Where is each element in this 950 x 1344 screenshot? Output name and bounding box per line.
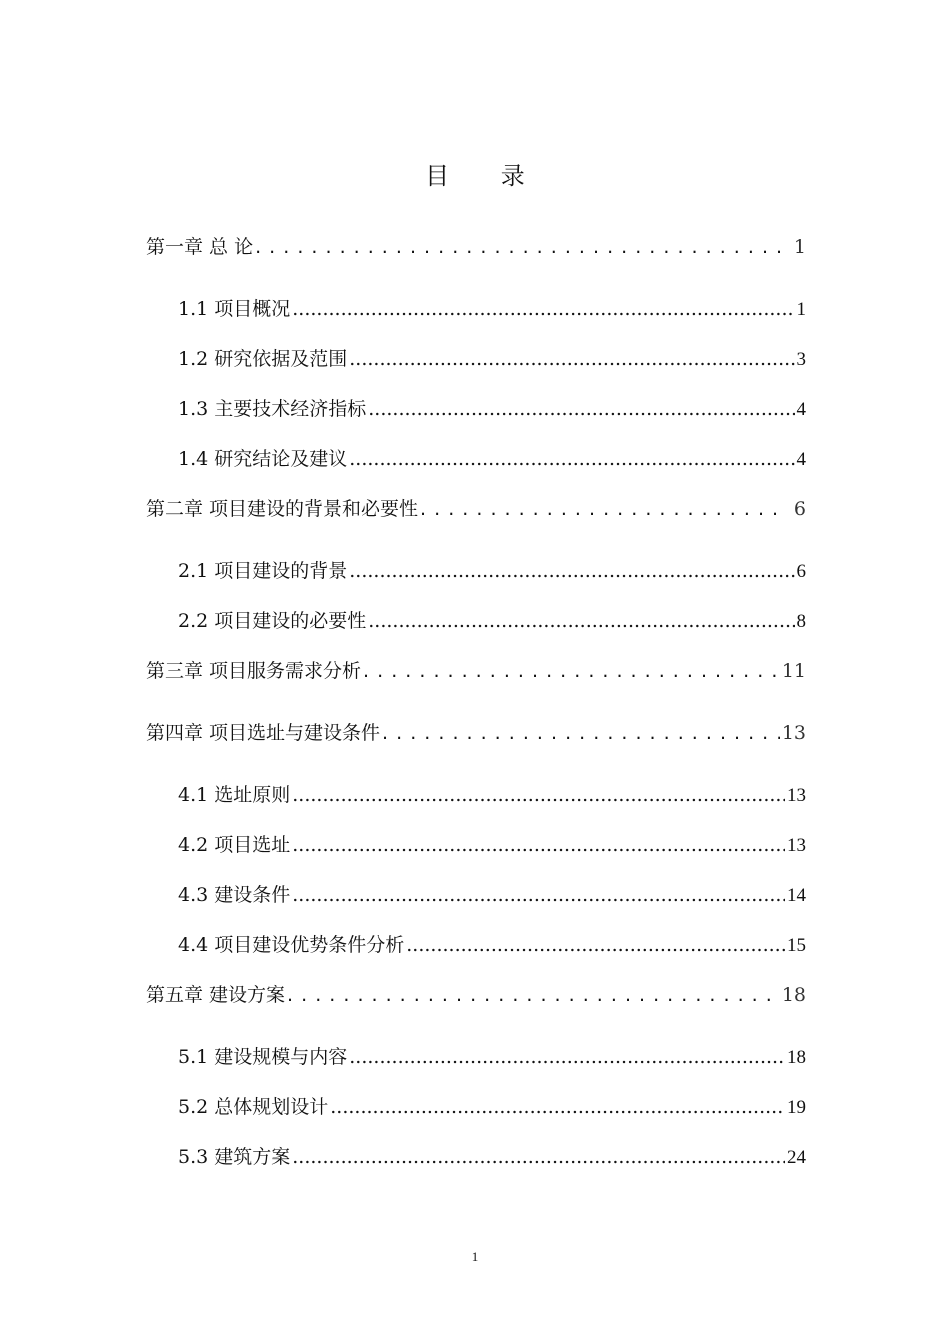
toc-label: 1.4 研究结论及建议 <box>178 448 348 470</box>
dot-leader <box>382 722 780 744</box>
footer-page-number: 1 <box>471 1249 479 1264</box>
toc-label: 4.2 项目选址 <box>178 834 291 856</box>
toc-page-number: 18 <box>787 1047 806 1068</box>
toc-label: 2.2 项目建设的必要性 <box>178 610 367 632</box>
dot-leader <box>292 1146 785 1168</box>
dot-leader <box>368 610 794 632</box>
toc-label: 4.4 项目建设优势条件分析 <box>178 934 405 956</box>
toc-label: 2.1 项目建设的背景 <box>178 560 348 582</box>
toc-page-number: 19 <box>787 1097 806 1118</box>
toc-section-5-3[interactable] <box>178 1142 806 1168</box>
dot-leader <box>287 984 780 1006</box>
dot-leader <box>349 560 794 582</box>
dot-leader <box>368 398 794 420</box>
dot-leader <box>255 236 780 258</box>
toc-section-5-1[interactable] <box>178 1042 806 1068</box>
toc-page-number: 14 <box>787 885 806 906</box>
dot-leader <box>292 834 785 856</box>
toc-label: 5.2 总体规划设计 <box>178 1096 329 1118</box>
toc-page-number: 15 <box>787 935 806 956</box>
toc-page-number: 3 <box>796 349 806 370</box>
dot-leader <box>330 1096 785 1118</box>
dot-leader <box>420 498 780 520</box>
toc-label: 第一章 总 论 <box>146 236 254 258</box>
dot-leader <box>406 934 785 956</box>
toc-page-number: 4 <box>796 399 806 420</box>
toc-section-4-4[interactable] <box>178 930 806 956</box>
dot-leader <box>363 660 780 682</box>
dot-leader <box>292 884 785 906</box>
dot-leader <box>349 348 794 370</box>
toc-page-number: 13 <box>787 835 806 856</box>
toc-label: 第三章 项目服务需求分析 <box>146 660 362 682</box>
toc-section-1-4[interactable] <box>178 444 806 470</box>
toc-page-number: 24 <box>787 1147 806 1168</box>
toc-label: 1.1 项目概况 <box>178 298 291 320</box>
toc-label: 1.3 主要技术经济指标 <box>178 398 367 420</box>
toc-section-4-1[interactable] <box>178 780 806 806</box>
toc-page-number: 13 <box>787 785 806 806</box>
toc-section-4-2[interactable] <box>178 830 806 856</box>
toc-page-number: 1 <box>796 299 806 320</box>
toc-label: 5.3 建筑方案 <box>178 1146 291 1168</box>
toc-page-number: 1 <box>793 236 806 258</box>
toc-section-4-3[interactable] <box>178 880 806 906</box>
toc-section-5-2[interactable] <box>178 1092 806 1118</box>
toc-page-number: 4 <box>796 449 806 470</box>
toc-chapter-4[interactable] <box>146 718 806 744</box>
toc-label: 4.3 建设条件 <box>178 884 291 906</box>
toc-page-number: 13 <box>781 722 806 744</box>
toc-label: 第四章 项目选址与建设条件 <box>146 722 381 744</box>
toc-chapter-5[interactable] <box>146 980 806 1006</box>
toc-chapter-1[interactable] <box>146 232 806 258</box>
dot-leader <box>349 1046 785 1068</box>
toc-label: 1.2 研究依据及范围 <box>178 348 348 370</box>
toc-page-number: 8 <box>796 611 806 632</box>
toc-page-number: 6 <box>793 498 806 520</box>
toc-chapter-2[interactable] <box>146 494 806 520</box>
dot-leader <box>349 448 794 470</box>
toc-page-number: 6 <box>796 561 806 582</box>
page-title: 目 录 <box>425 162 547 190</box>
toc-chapter-3[interactable] <box>146 656 806 682</box>
toc-label: 5.1 建设规模与内容 <box>178 1046 348 1068</box>
toc-page-number: 11 <box>781 660 806 682</box>
toc-label: 第二章 项目建设的背景和必要性 <box>146 498 419 520</box>
toc-section-2-1[interactable] <box>178 556 806 582</box>
toc-page-number: 18 <box>781 984 806 1006</box>
toc-section-1-2[interactable] <box>178 344 806 370</box>
toc-section-1-1[interactable] <box>178 294 806 320</box>
toc-label: 第五章 建设方案 <box>146 984 286 1006</box>
toc-section-1-3[interactable] <box>178 394 806 420</box>
toc-label: 4.1 选址原则 <box>178 784 291 806</box>
dot-leader <box>292 784 785 806</box>
dot-leader <box>292 298 794 320</box>
toc-section-2-2[interactable] <box>178 606 806 632</box>
